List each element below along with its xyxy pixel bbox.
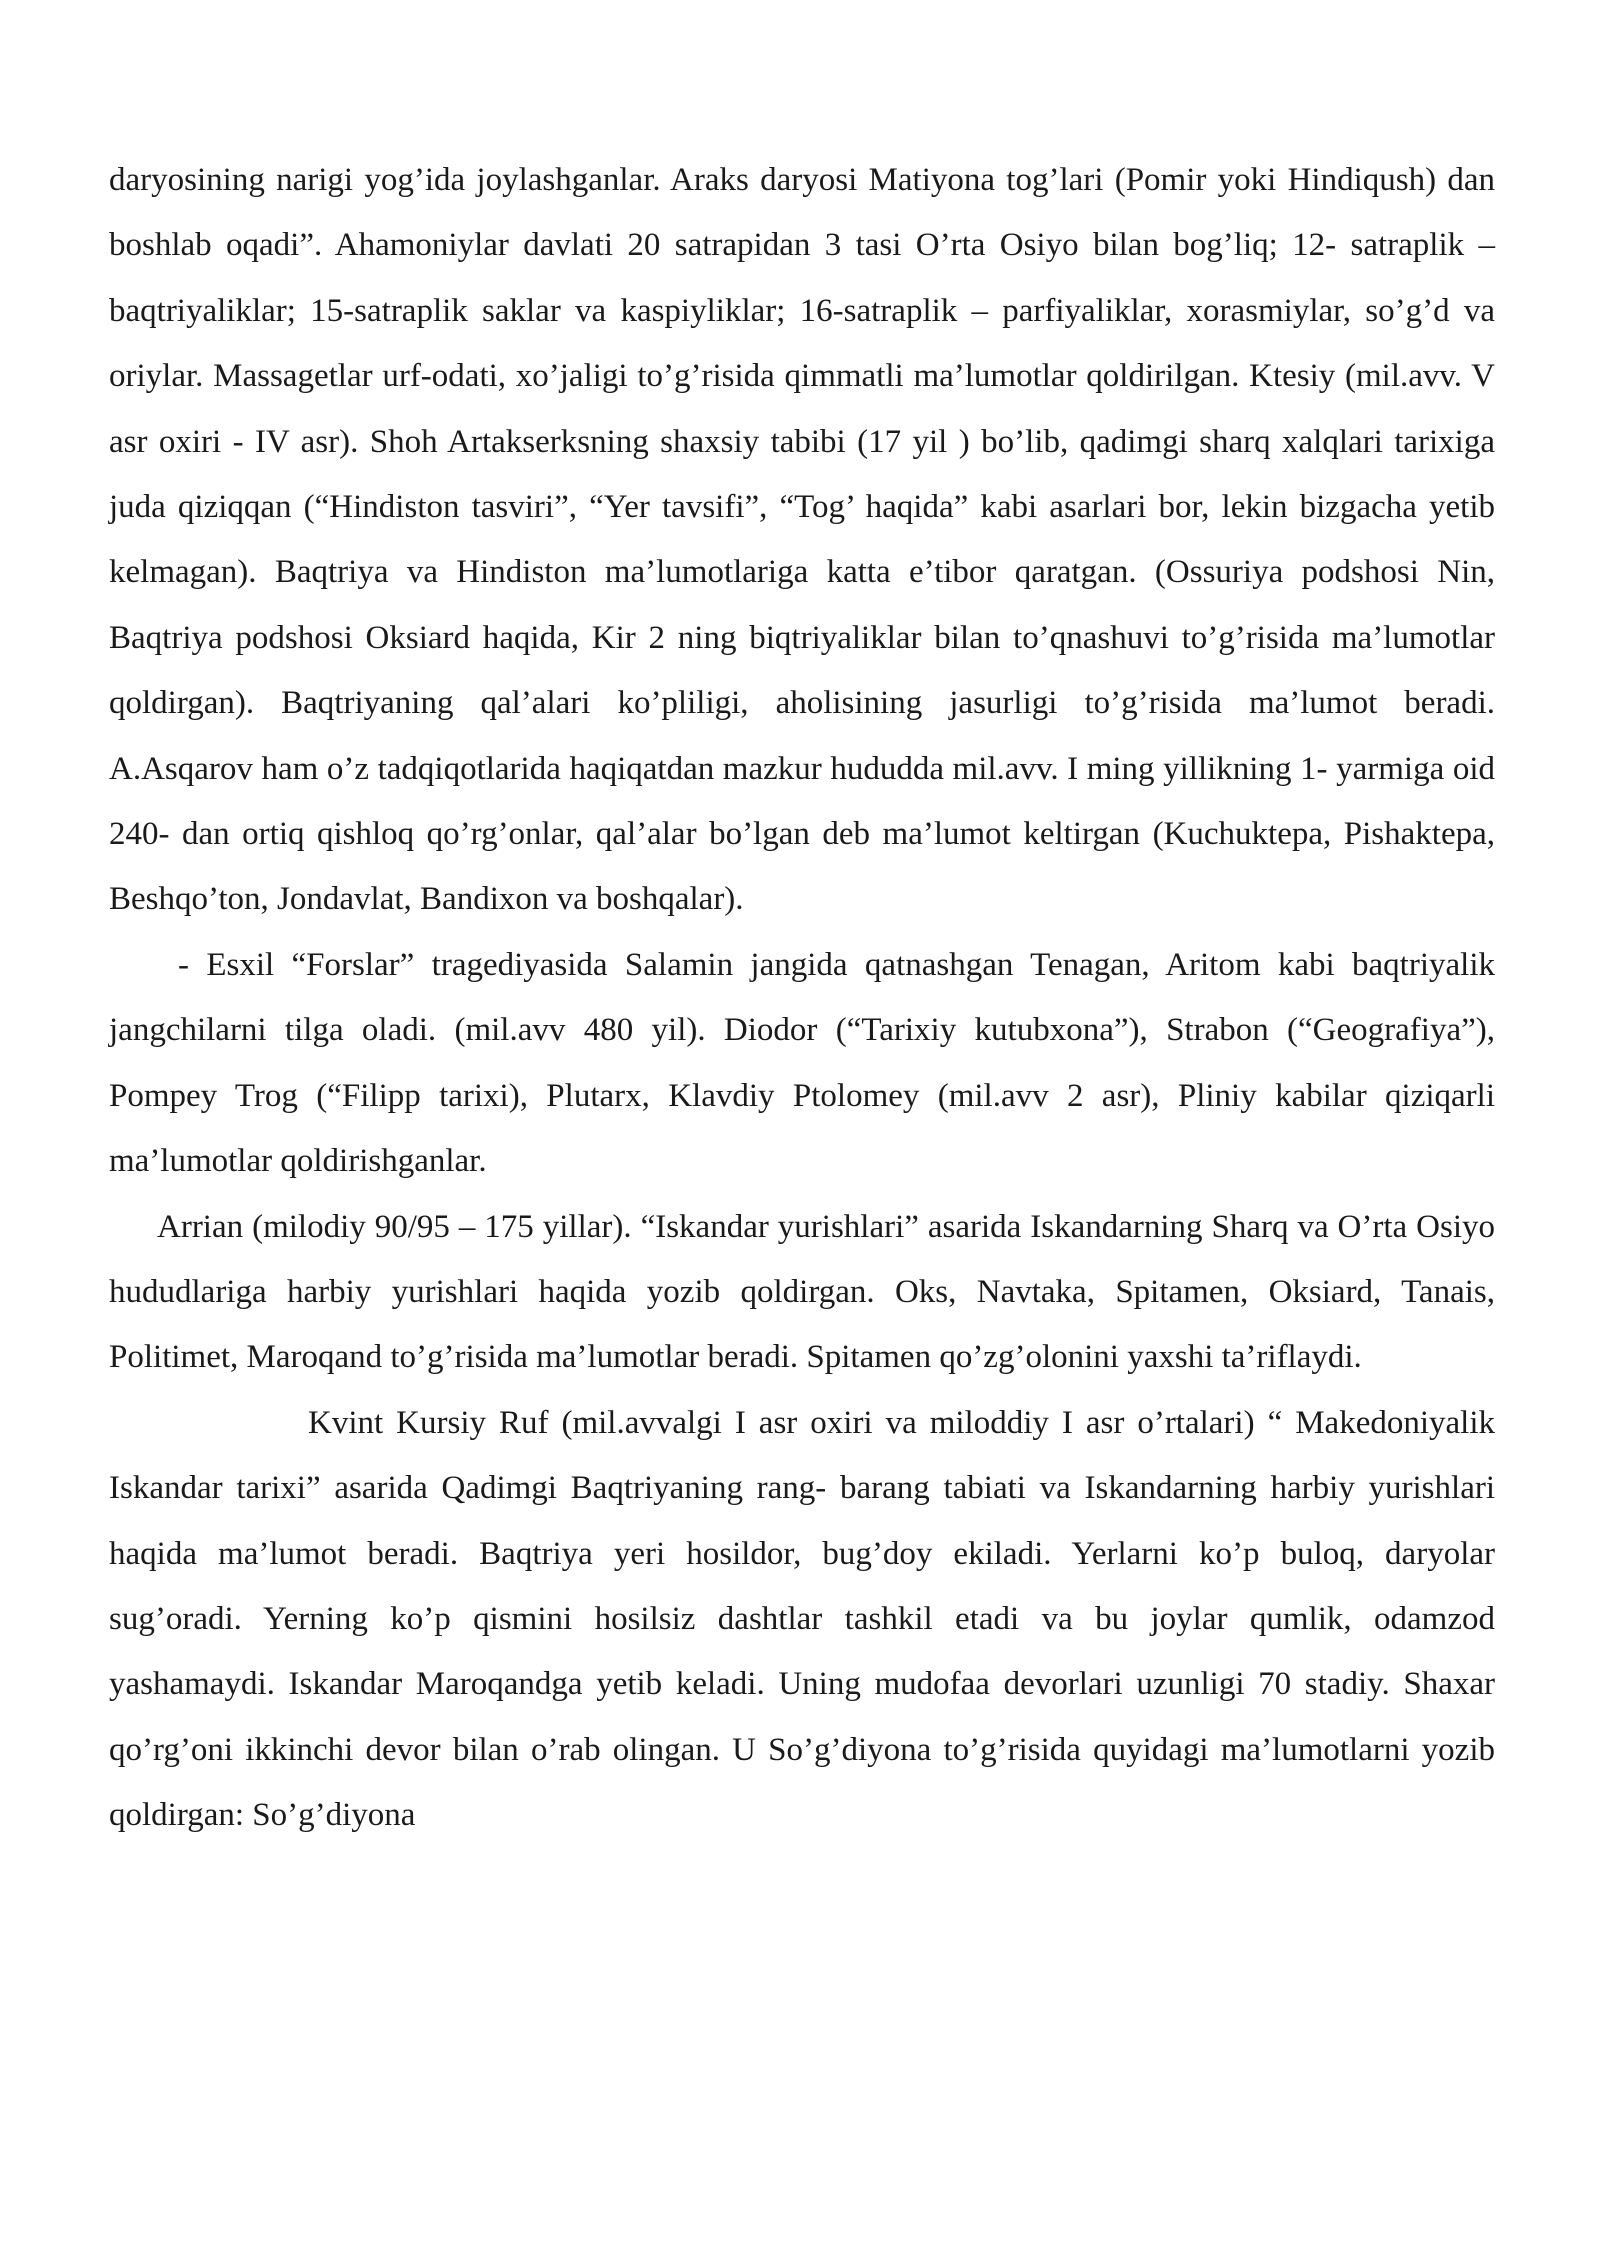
document-body [109,148,1495,1849]
paragraph-esxil: - Esxil “Forslar” tragediyasida Salamin jangida qatnashgan Tenagan, Aritom kabi baqtriyalik jangchilarni tilga oladi. (mil.avv 480 yil). Diodor (“Tarixiy kutubxona”), Strabon (“Geografiya”), Pompey Trog (“Filipp tarixi), Plutarx, Klavdiy Ptolomey (mil.avv 2 asr), Pliniy kabilar qiziqarli ma’lumotlar qoldirishganlar. [109,946,1495,1180]
paragraph-ahamoniylar: daryosining narigi yog’ida joylashganlar. Araks daryosi Matiyona tog’lari (Pomir yoki Hindiqush) dan boshlab oqadi”. Ahamoniylar davlati 20 satrapidan 3 tasi O’rta Osiyo bilan bog’liq; 12- satraplik – baqtriyaliklar; 15-satraplik saklar va kaspiyliklar; 16-satraplik – parfiyaliklar, xorasmiylar, so’g’d va oriylar. Massagetlar urf-odati, xo’jaligi to’g’risida qimmatli ma’lumotlar qoldirilgan. Ktesiy (mil.avv. V asr oxiri - IV asr). Shoh Artakserksning shaxsiy tabibi (17 yil ) bo’lib, qadimgi sharq xalqlari tarixiga juda qiziqqan (“Hindiston tasviri”, “Yer tavsifi”, “Tog’ haqida” kabi asarlari bor, lekin bizgacha yetib kelmagan). Baqtriya va Hindiston ma’lumotlariga katta e’tibor qaratgan. (Ossuriya podshosi Nin, Baqtriya podshosi Oksiard haqida, Kir 2 ning biqtriyaliklar bilan to’qnashuvi to’g’risida ma’lumotlar qoldirgan). Baqtriyaning qal’alari ko’pliligi, aholisining jasurligi to’g’risida ma’lumot beradi. A.Asqarov ham o’z tadqiqotlarida haqiqatdan mazkur hududda mil.avv. I ming yillikning 1- yarmiga oid 240- dan ortiq qishloq qo’rg’onlar, qal’alar bo’lgan deb ma’lumot keltirgan (Kuchuktepa, Pishaktepa, Beshqo’ton, Jondavlat, Bandixon va boshqalar). [109,162,1495,918]
paragraph-kvint-kursiy-ruf: Kvint Kursiy Ruf (mil.avvalgi I asr oxiri va miloddiy I asr o’rtalari) “ Makedoniyalik Iskandar tarixi” asarida Qadimgi Baqtriyaning rang- barang tabiati va Iskandarning harbiy yurishlari haqida ma’lumot beradi. Baqtriya yeri hosildor, bug’doy ekiladi. Yerlarni ko’p buloq, daryolar sug’oradi. Yerning ko’p qismini hosilsiz dashtlar tashkil etadi va bu joylar qumlik, odamzod yashamaydi. Iskandar Maroqandga yetib keladi. Uning mudofaa devorlari uzunligi 70 stadiy. Shaxar qo’rg’oni ikkinchi devor bilan o’rab olingan. U So’g’diyona to’g’risida quyidagi ma’lumotlarni yozib qoldirgan: So’g’diyona [109,1404,1495,1834]
paragraph-arrian: Arrian (milodiy 90/95 – 175 yillar). “Iskandar yurishlari” asarida Iskandarning Sharq va O’rta Osiyo hududlariga harbiy yurishlari haqida yozib qoldirgan. Oks, Navtaka, Spitamen, Oksiard, Tanais, Politimet, Maroqand to’g’risida ma’lumotlar beradi. Spitamen qo’zg’olonini yaxshi ta’riflaydi. [109,1208,1495,1376]
